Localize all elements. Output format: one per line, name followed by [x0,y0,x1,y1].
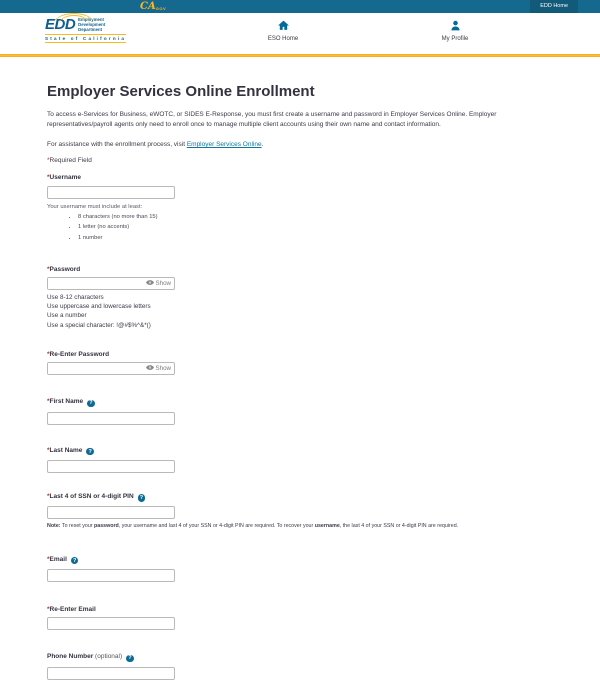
edd-dept-line3: Department [78,27,103,32]
home-icon [253,19,313,33]
eye-icon [146,365,154,372]
ssn-note-text: , the last 4 of your SSN or 4-digit PIN are required. [339,522,459,529]
password-rule: Use uppercase and lowercase letters [47,303,151,311]
edd-logo-word: EDD [45,16,76,33]
first-name-group [47,398,554,424]
last-name-help-icon[interactable]: ? [86,448,94,456]
edd-dept-line1: Employment [78,17,104,22]
edd-dept-line2: Development [78,22,106,27]
password-field [47,277,175,290]
password-show-label: Show [155,280,171,287]
first-name-help-icon[interactable]: ? [87,400,95,408]
email-group [47,556,554,582]
reenter-password-group [47,351,554,376]
last-name-label-text: Last Name [49,446,83,454]
reenter-password-required-asterisk: * [47,350,50,358]
nav-eso-home-label: ESO Home [267,36,299,42]
reenter-email-group [47,606,554,631]
phone-group [47,653,554,679]
email-help-icon[interactable]: ? [71,557,79,565]
password-label-text: Password [49,265,81,273]
password-rules [47,293,554,330]
reenter-password-input[interactable] [48,363,146,374]
reenter-email-label [47,606,554,613]
reenter-password-show-button[interactable] [146,365,174,372]
edd-logo-state: State of California [45,35,127,41]
phone-optional: (optional) [95,653,123,661]
ssn-pin-required-asterisk: * [47,492,50,500]
required-field-note [47,157,554,164]
reenter-password-label [47,351,554,358]
last-name-label [47,447,554,456]
site-header [0,13,600,54]
username-hint-title: Your username must include at least: [47,203,143,210]
email-input[interactable] [47,569,175,582]
ssn-pin-help-icon[interactable]: ? [138,494,146,502]
nav-my-profile-label: My Profile [441,36,469,42]
password-show-button[interactable] [146,280,174,287]
email-required-asterisk: * [47,555,50,563]
ssn-note-text: To reset your [60,522,95,529]
password-required-asterisk: * [47,265,50,273]
eye-icon [146,280,154,287]
phone-label-text: Phone Number [47,653,94,661]
username-rule: • 1 number [78,235,554,241]
profile-icon [425,19,485,33]
username-rules-list [47,214,554,241]
utility-bar [0,0,600,13]
required-asterisk: * [47,157,50,164]
ssn-pin-group [47,493,554,529]
username-group [47,174,554,241]
last-name-input[interactable] [47,460,175,473]
username-input[interactable] [47,186,175,199]
nav-eso-home[interactable] [253,19,313,42]
last-name-required-asterisk: * [47,446,50,454]
ssn-pin-note [47,523,554,529]
password-rule: Use a special character: !@#$%^&*() [47,321,151,329]
password-group [47,266,554,330]
last-name-group [47,447,554,473]
username-label [47,174,554,181]
ssn-note-bold: Note: [47,522,61,529]
required-field-text: Required Field [49,157,92,164]
phone-label [47,653,554,662]
ssn-note-text: , your username and last 4 of your SSN or 4-digit PIN are required. To recover your [118,522,315,529]
reenter-email-required-asterisk: * [47,605,50,613]
first-name-label [47,398,554,407]
username-label-text: Username [49,174,81,181]
phone-help-icon[interactable]: ? [126,655,134,663]
first-name-required-asterisk: * [47,398,50,406]
email-label [47,556,554,565]
ca-gov-logo-suffix: GOV [155,6,167,11]
page-title: Employer Services Online Enrollment [47,83,315,100]
ssn-note-bold: password [94,522,119,529]
intro-paragraph: To access e-Services for Business, eWOTC, or SIDES E-Response, you must first create a username and password in Employer Services Online. Employer representatives/payroll agents only need to enroll once to manage multiple client accounts using their own name and contact information. [47,111,497,128]
ssn-pin-label-text: Last 4 of SSN or 4-digit PIN [49,492,134,500]
assistance-paragraph [47,141,554,148]
nav-my-profile[interactable] [425,19,485,42]
assistance-suffix: . [261,141,264,148]
ssn-note-bold: username [314,522,340,529]
ca-gov-logo-text: CA [140,1,156,12]
password-label [47,266,554,273]
assistance-prefix: For assistance with the enrollment process, visit [47,141,187,148]
edd-home-link[interactable]: EDD Home [530,0,578,13]
email-label-text: Email [49,555,67,563]
username-required-asterisk: * [47,174,50,181]
ssn-pin-label [47,493,554,502]
first-name-input[interactable] [47,412,175,425]
username-rule: • 1 letter (no accents) [78,224,554,230]
username-rule: • 8 characters (no more than 15) [78,214,554,220]
password-rule: Use a number [47,312,87,320]
main-content [0,57,600,680]
edd-logo[interactable] [45,17,126,43]
reenter-password-label-text: Re-Enter Password [49,350,110,358]
phone-input[interactable] [47,667,175,680]
reenter-email-label-text: Re-Enter Email [49,605,96,613]
password-rule: Use 8-12 characters [47,294,104,301]
password-input[interactable] [48,278,146,289]
reenter-password-show-label: Show [155,365,171,373]
ssn-pin-input[interactable] [47,506,175,519]
employer-services-online-link[interactable]: Employer Services Online [186,141,262,148]
first-name-label-text: First Name [49,398,84,406]
reenter-password-field [47,362,175,375]
reenter-email-input[interactable] [47,617,175,630]
